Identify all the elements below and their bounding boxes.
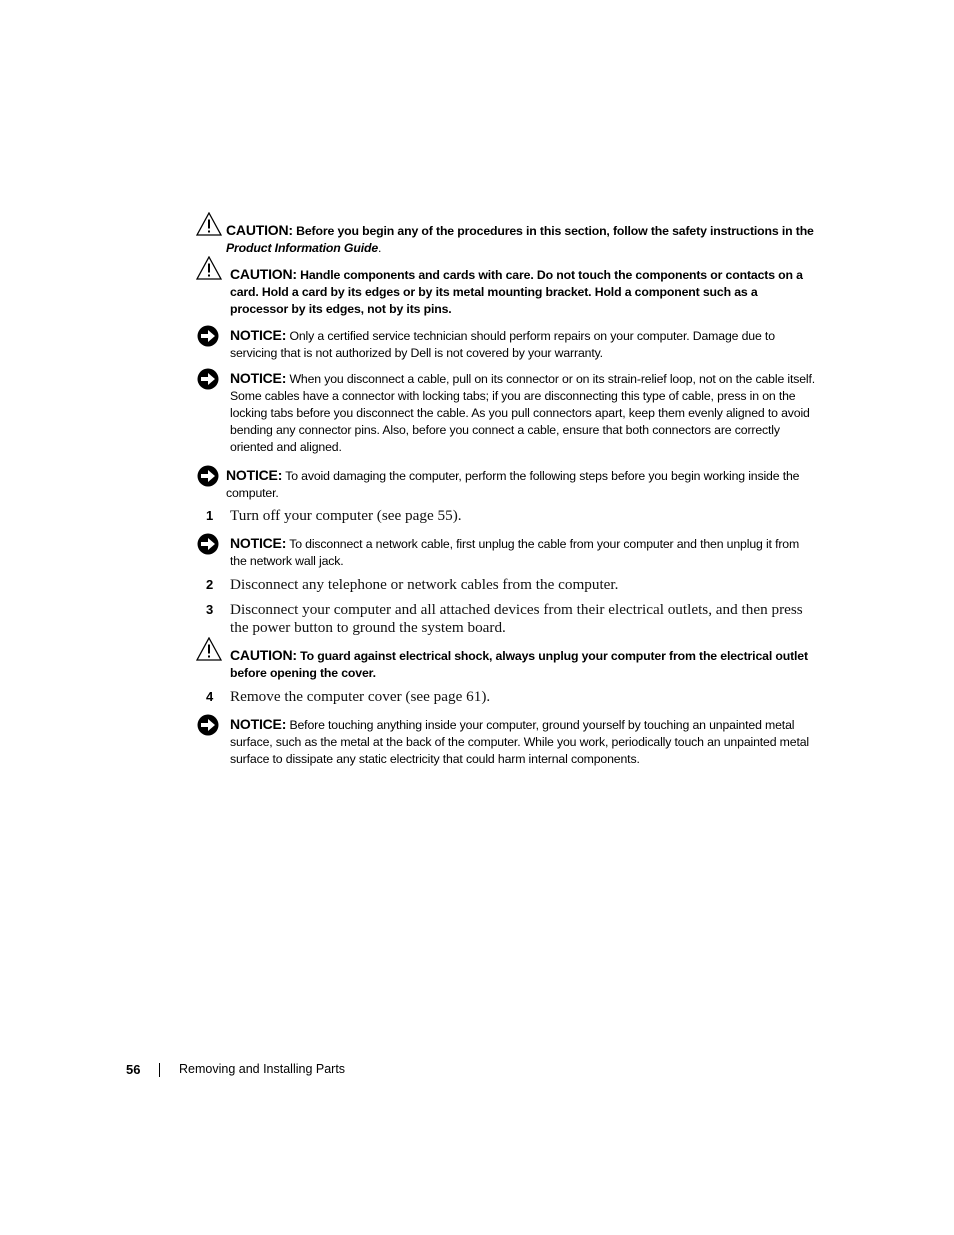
caution-handle-components xyxy=(196,256,816,318)
arrow-circle-icon xyxy=(196,533,222,557)
step-number: 2 xyxy=(206,577,214,592)
section-title: Removing and Installing Parts xyxy=(179,1062,346,1076)
notice-network-cable xyxy=(196,533,816,570)
document-title: Product Information Guide xyxy=(226,241,379,255)
step-number: 3 xyxy=(206,602,214,617)
arrow-circle-icon xyxy=(196,465,222,489)
notice-label: NOTICE: xyxy=(230,327,287,343)
caution-label: CAUTION: xyxy=(230,647,297,663)
caution-safety-instructions: CAUTION: Before you begin any of the procedures in this section, follow the safety instructions in the Product Information Guide. xyxy=(196,212,816,257)
page-number: 56 xyxy=(126,1062,141,1077)
arrow-circle-icon xyxy=(196,368,222,392)
step-4 xyxy=(196,688,816,706)
caution-text: Handle components and cards with care. Do not touch the components or contacts on a card. Hold a card by its edges or by its metal mounting bracket. Hold a component such as a processor by its edges, not by its pins. xyxy=(230,268,803,316)
step-number: 1 xyxy=(206,508,214,523)
notice-label: NOTICE: xyxy=(226,467,283,483)
step-text: Disconnect your computer and all attached devices from their electrical outlets, and then press the power button to ground the system board. xyxy=(230,601,803,636)
notice-text: Before touching anything inside your computer, ground yourself by touching an unpainted metal surface, such as the metal at the back of the computer. While you work, periodically touch an unpainted metal surface to dissipate any static electricity that could harm internal components. xyxy=(230,718,810,766)
step-2 xyxy=(196,576,816,594)
step-text: Turn off your computer (see page 55). xyxy=(230,507,462,524)
step-text: Remove the computer cover (see page 61). xyxy=(230,688,491,705)
caution-text: Before you begin any of the procedures in this section, follow the safety instructions in the xyxy=(296,224,814,238)
step-3 xyxy=(196,601,816,637)
notice-text: To avoid damaging the computer, perform the following steps before you begin working inside the computer. xyxy=(226,469,800,500)
arrow-circle-icon xyxy=(196,714,222,738)
notice-text: To disconnect a network cable, first unplug the cable from your computer and then unplug it from the network wall jack. xyxy=(230,537,800,568)
notice-label: NOTICE: xyxy=(230,370,287,386)
caution-label: CAUTION: xyxy=(226,222,293,238)
warning-triangle-icon xyxy=(196,637,222,661)
footer-divider xyxy=(159,1063,160,1077)
step-1 xyxy=(196,507,816,525)
step-number: 4 xyxy=(206,689,214,704)
notice-static-electricity xyxy=(196,714,816,768)
notice-label: NOTICE: xyxy=(230,535,287,551)
step-text: Disconnect any telephone or network cables from the computer. xyxy=(230,576,619,593)
caution-text: To guard against electrical shock, always unplug your computer from the electrical outlet before opening the cover. xyxy=(230,649,808,680)
caution-electrical-shock xyxy=(196,637,816,682)
warning-triangle-icon xyxy=(196,212,222,236)
caution-label: CAUTION: xyxy=(230,266,297,282)
notice-disconnect-cable xyxy=(196,368,816,456)
notice-certified-technician xyxy=(196,325,816,362)
notice-avoid-damage xyxy=(196,465,816,502)
notice-text: When you disconnect a cable, pull on its connector or on its strain-relief loop, not on the cable itself. Some cables have a connector with locking tabs; if you are disconnecting this type of cable, press in on the locking tabs before you disconnect the cable. As you pull connectors apart, keep them evenly aligned to avoid bending any connector pins. Also, before you connect a cable, ensure that both connectors are correctly oriented and aligned. xyxy=(230,372,816,454)
notice-label: NOTICE: xyxy=(230,716,287,732)
notice-text: Only a certified service technician should perform repairs on your computer. Damage due to servicing that is not authorized by Dell is not covered by your warranty. xyxy=(230,329,775,360)
arrow-circle-icon xyxy=(196,325,222,349)
warning-triangle-icon xyxy=(196,256,222,280)
